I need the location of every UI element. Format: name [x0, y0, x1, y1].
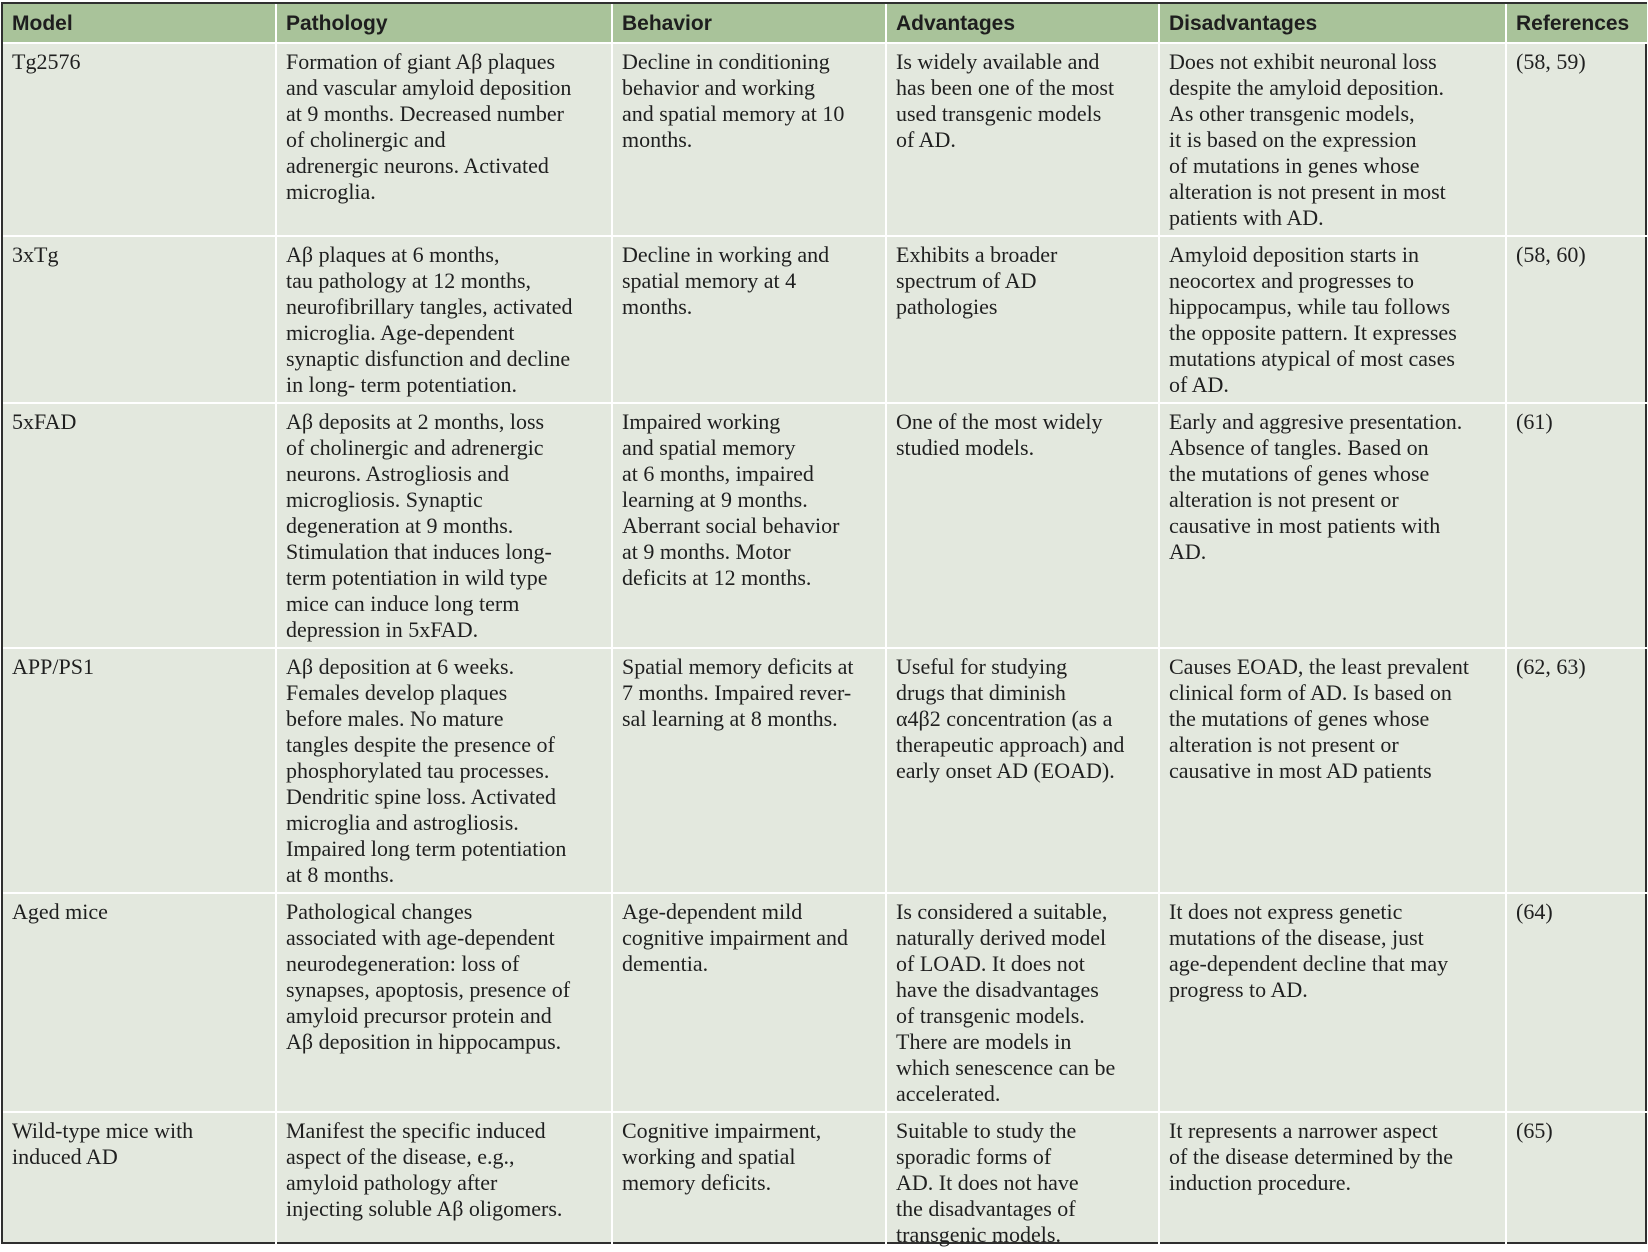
cell-references: (58, 60) [1506, 236, 1647, 403]
comparison-table [3, 4, 1647, 1252]
cell-model: 5xFAD [3, 403, 276, 648]
cell-advantages: Is widely available and has been one of the most used transgenic models of AD. [886, 43, 1159, 236]
table-row [3, 893, 1647, 1112]
cell-disadvantages: Early and aggresive presentation. Absence of tangles. Based on the mutations of genes whose alteration is not present or causative in most patients with AD. [1159, 403, 1506, 648]
table-row [3, 1112, 1647, 1252]
table-row [3, 43, 1647, 236]
cell-advantages: Suitable to study the sporadic forms of AD. It does not have the disadvantages of transgenic models. [886, 1112, 1159, 1252]
cell-advantages: Useful for studying drugs that diminish α4β2 concentration (as a therapeutic approach) and early onset AD (EOAD). [886, 648, 1159, 893]
cell-disadvantages: It represents a narrower aspect of the disease determined by the induction procedure. [1159, 1112, 1506, 1252]
cell-pathology: Aβ plaques at 6 months, tau pathology at 12 months, neurofibrillary tangles, activated microglia. Age-dependent synaptic disfunction and decline in long- term potentiation. [276, 236, 612, 403]
cell-advantages: Exhibits a broader spectrum of AD pathologies [886, 236, 1159, 403]
header-disadvantages: Disadvantages [1159, 4, 1506, 43]
cell-references: (58, 59) [1506, 43, 1647, 236]
cell-model: 3xTg [3, 236, 276, 403]
header-behavior: Behavior [612, 4, 886, 43]
cell-references: (64) [1506, 893, 1647, 1112]
cell-behavior: Impaired working and spatial memory at 6 months, impaired learning at 9 months. Aberrant social behavior at 9 months. Motor deficits at 12 months. [612, 403, 886, 648]
header-references: References [1506, 4, 1647, 43]
cell-model: Aged mice [3, 893, 276, 1112]
cell-behavior: Decline in working and spatial memory at 4 months. [612, 236, 886, 403]
table-row [3, 648, 1647, 893]
cell-references: (61) [1506, 403, 1647, 648]
header-pathology: Pathology [276, 4, 612, 43]
cell-model: APP/PS1 [3, 648, 276, 893]
cell-behavior: Decline in conditioning behavior and working and spatial memory at 10 months. [612, 43, 886, 236]
cell-references: (62, 63) [1506, 648, 1647, 893]
cell-references: (65) [1506, 1112, 1647, 1252]
cell-behavior: Age-dependent mild cognitive impairment and dementia. [612, 893, 886, 1112]
header-row [3, 4, 1647, 43]
cell-model: Wild-type mice with induced AD [3, 1112, 276, 1252]
cell-pathology: Manifest the specific induced aspect of the disease, e.g., amyloid pathology after injecting soluble Aβ oligomers. [276, 1112, 612, 1252]
cell-disadvantages: Causes EOAD, the least prevalent clinical form of AD. Is based on the mutations of genes whose alteration is not present or causative in most AD patients [1159, 648, 1506, 893]
ad-models-table [1, 2, 1647, 1247]
cell-disadvantages: Amyloid deposition starts in neocortex and progresses to hippocampus, while tau follows the opposite pattern. It expresses mutations atypical of most cases of AD. [1159, 236, 1506, 403]
cell-pathology: Aβ deposits at 2 months, loss of cholinergic and adrenergic neurons. Astrogliosis and microgliosis. Synaptic degeneration at 9 months. Stimulation that induces long- term potentiation in wild type mice can induce long term depression in 5xFAD. [276, 403, 612, 648]
header-advantages: Advantages [886, 4, 1159, 43]
table-row [3, 403, 1647, 648]
header-model: Model [3, 4, 276, 43]
cell-advantages: One of the most widely studied models. [886, 403, 1159, 648]
cell-disadvantages: Does not exhibit neuronal loss despite the amyloid deposition. As other transgenic models, it is based on the expression of mutations in genes whose alteration is not present in most patients with AD. [1159, 43, 1506, 236]
table-row [3, 236, 1647, 403]
cell-model: Tg2576 [3, 43, 276, 236]
cell-advantages: Is considered a suitable, naturally derived model of LOAD. It does not have the disadvantages of transgenic models. There are models in which senescence can be accelerated. [886, 893, 1159, 1112]
cell-behavior: Spatial memory deficits at 7 months. Impaired rever- sal learning at 8 months. [612, 648, 886, 893]
cell-disadvantages: It does not express genetic mutations of the disease, just age-dependent decline that may progress to AD. [1159, 893, 1506, 1112]
cell-pathology: Aβ deposition at 6 weeks. Females develop plaques before males. No mature tangles despite the presence of phosphorylated tau processes. Dendritic spine loss. Activated microglia and astrogliosis. Impaired long term potentiation at 8 months. [276, 648, 612, 893]
cell-behavior: Cognitive impairment, working and spatial memory deficits. [612, 1112, 886, 1252]
cell-pathology: Formation of giant Aβ plaques and vascular amyloid deposition at 9 months. Decreased number of cholinergic and adrenergic neurons. Activated microglia. [276, 43, 612, 236]
cell-pathology: Pathological changes associated with age-dependent neurodegeneration: loss of synapses, apoptosis, presence of amyloid precursor protein and Aβ deposition in hippocampus. [276, 893, 612, 1112]
